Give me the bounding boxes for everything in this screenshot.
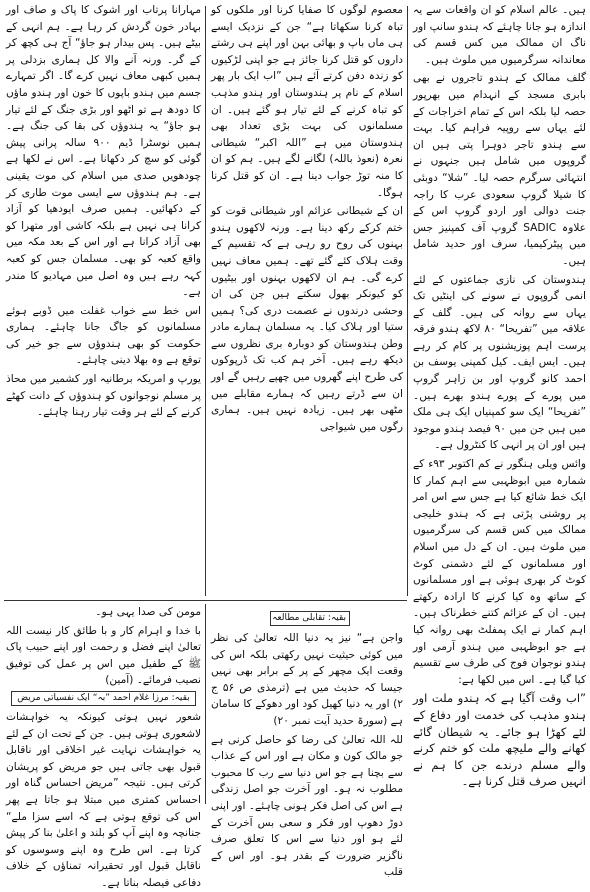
paragraph: گلف ممالک کے ہندو تاجروں نے بھی بابری مسجد کے انہدام میں بھرپور حصہ لیا بلکہ اس کے تمام اخراجات کے لئے یہاں سے روپیہ فراہم کیا۔ بہت سے ہندو تاجر دوہرا پتی ہیں ان گروپوں میں شامل ہیں جنہوں نے انتہائی سرگرم حصہ لیا۔ ”شلا“ دوبئی کا شیلا گروپ سعودی عرب کا راجہ جنت دوالی اور اردو گروپ اس کے علاوہ SADIC گروپ آف کمپنیز جس میں پیٹرکیمیا، سرف اور حدید شامل ہیں۔ [413,72,586,267]
paragraph: مومن کی صدا یہی ہو۔ [95,606,201,618]
paragraph: للہ اللہ تعالیٰ کی رضا کو حاصل کرنی ہے جو مالک کون و مکان ہے اور اس کے عذاب سے بچنا ہے جو اس دنیا سے رب کا محبوب مطلوب نہ ہو۔ اور آخرت جو اصل زندگی ہے اس کی اصل فکر ہونی چاہئے۔ اور اپنی دوڑ دھوپ اور فکر و سعی بس آخرت کے لئے ہو اور دنیا سے اس کا تعلق صرف ناگزیر ضرورت کے بقدر ہو۔ اور اس کے قلب [211,733,403,879]
bottom-column-divider [205,604,206,804]
paragraph: یورپ و امریکہ برطانیہ اور کشمیر میں محاذ پر مسلم نوجوانوں کو ہندوؤں کے دانت کھٹے کرنے کے لئے ہر وقت تیار رہنا چاہئے۔ [6,373,201,419]
column-divider-right [407,6,408,596]
continuation-label-comparative-study: بقیہ: تقابلی مطالعہ [270,611,350,626]
paragraph: معصوم لوگوں کا صفایا کرنا اور ملکوں کو تباہ کرنا سکھاتا ہے“ جن کے نزدیک ایسے ہی ماں باپ و بھائی بہن اور اپنے ہی رشتے داروں کو قتل کرنا جائز ہے جو اپنی لڑکیوں کو زندہ دفن کرتے آئے ہیں ”اب ایک بار پھر اسلام کے نام پر ہندوستان اور ہندو مذہب کو تباہ کرنے کے لئے تیار ہو گئے ہیں۔ ان مسلمانوں کی بہت بڑی تعداد بھی ہندوستان میں ہے ”اللہ اکبر“ شیطانی نعرہ (نعوذ باللہ) لگانے لگے ہیں۔ ہم کو ان کا منہ توڑ جواب دینا ہے۔ ان کو قتل کرنا ہوگا۔ [211,4,403,199]
article-column-middle [211,2,403,596]
paragraph: ہیں۔ عالم اسلام کو ان واقعات سے یہ اندازہ ہو جانا چاہئے کہ ہندو سانپ اور ناگ ان ممالک میں کس قسم کی معاندانہ سرگرمیوں میں ملوث ہیں۔ [413,4,586,66]
paragraph: شعور نہیں ہوتی کیونکہ یہ خواہشات لاشعوری ہوتی ہیں۔ جن کے تحت ان کے لئے یہ خواہشات نہایت غیر اخلاقی اور ناقابل قبول بھی جاتی ہیں جو مریض کو پریشان کرتی ہیں۔ نتیجہ ”مریض احساس گناہ اور احساس کمتری میں مبتلا ہو جاتا ہے پھر اس کی توقع ہوتی ہے کہ اسے سزا ملے“ جنانچہ وہ اپنے آپ کو بلند و اعلیٰ بنا کر پیش کرتا ہے۔ اس طرح وہ اپنے وسوسوں کو ناقابل قبول اور تحقیرانہ تمناؤں کے خلاف دفاعی فیصلہ بناتا ہے۔ [6,710,201,889]
paragraph: واجن ہے“ نیز یہ دنیا اللہ تعالیٰ کی نظر میں کوئی حیثیت نہیں رکھتی بلکہ اس کی وقعت ایک مچھر کے پر کے برابر بھی نہیں جیسا کہ حدیث میں ہے (ترمذی ص ۵۶ ج ۲) اور یہ دنیا کھیل کود اور دھوکے کا سامان ہے (سورۃ حدید آیت نمبر ۲۰) [211,632,403,727]
paragraph: اس خط سے خواب غفلت میں ڈوبے ہوئے مسلمانوں کو جاگ جانا چاہئے۔ ہماری حکومت کو بھی ہندوؤں سے جو خیر کی توقع ہے وہ بھلا دینی چاہئے۔ [6,304,201,367]
paragraph: ان کے شیطانی عزائم اور شیطانی قوت کو ختم کرکے رکھ دینا ہے۔ ورنہ لاکھوں ہندو بہنوں کی روح رو رہی ہے کہ تقسیم کے وقت ہلاک کئے گئے تھے۔ ہمیں معاف نہیں کرے گی۔ ہم ان لاکھوں بہنوں اور بیٹیوں کو کیونکر بھول سکتے ہیں جن کی ان وحشی درندوں نے عصمت دری کی؟ ہمیں ستیا اور ہلاک کیا۔ یہ مسلمان ہمارے مادر وطن ہندوستان کو دوبارہ بری نظروں سے دیکھ رہے ہیں۔ آخر ہم کب تک ڈرپوکوں کی طرح اپنے گھروں میں چھپے رہیں گے اور ان سے ڈرتے رہیں کہ ہمارے مقابلے میں مٹھی بھر ہیں۔ زیادہ نہیں ہیں۔ ہماری رگوں میں شیواجی [211,205,403,433]
column-divider-left [205,6,206,596]
paragraph: وائس ویلی ہنگور نے کم اکتوبر ۹۳ء کے شمارہ میں ابوظہبی سے اہم کمار کا ایک خط شائع کیا ہے جس سے اس امر پر روشنی پڑتی ہے کہ ہندو خلیجی ممالک میں کس قسم کی سرگرمیوں میں ملوث ہیں۔ ان کے دل میں اسلام اور مسلمانوں کے لئے دشمنی کوٹ کوٹ کر بھری ہوئی ہے اور مسلمانوں کے ساتھ وہ کیا کرنے کا ارادہ رکھتے ہیں۔ ان کے عزائم کتنے خطرناک ہیں۔ اہم کمار نے ایک پمفلٹ بھی روانہ کیا ہے جو ابوظہبی میں ہندو آرمی اور ہندو نوجوان فوج کی طرف سے تقسیم کیا گیا ہے۔ اس میں لکھا ہے: [413,458,586,686]
article-continuation-middle [211,630,403,879]
article-column-left [6,2,201,596]
article-continuation-left [6,604,201,889]
paragraph: با خدا و اہرام کار و با طائق کار نیست اللہ تعالیٰ اپنے فضل و رحمت اور اپنے حبیب پاک ﷺ کے طفیل میں اس پر عمل کی توفیق نصیب فرمائے۔ (آمین) [6,624,201,687]
quote-paragraph: ”اب وقت آگیا ہے کہ ہندو ملت اور ہندو مذہب کی خدمت اور دفاع کے لئے کھڑا ہو جائے۔ یہ شیطان گائے کھانے والے ملیچھ ملت کو ختم کرنے والے مسلم درندے جن کا ہم نے انہیں صرف قتل کرنا ہے۔ [413,691,586,789]
section-divider [4,600,407,601]
article-column-right [413,2,586,807]
paragraph: مہارانا پرتاب اور اشوک کا پاک و صاف اور بہادر خون گردش کر رہا ہے۔ ہم انہی کے بیٹے ہیں۔ پس بیدار ہو جاؤ“ آج ہی کچھ کر کے گر۔ ورنہ آنے والا کل ہماری بزدلی پر ہمیں کبھی معاف نہیں کرے گا۔ اگر تمہارے جسم میں ہندو باپوں کا خون اور ہندو ماؤں کا دودھ ہے تو اٹھو اور بڑی جنگ کے لئے تیار ہو جاؤ“ یہ ہندوؤں کی بقا کی جنگ ہے۔ ہمیں نوسٹرا ڈیم ۹۰۰ سالہ پرانی پیش گوئی کو سچ کر دکھانا ہے۔ اس نے لکھا ہے چودھویں صدی میں اسلام کی موت یقینی ہے۔ ہم ہندوؤں سے ایسی موت طاری کر کے دکھائیں۔ ہمیں صرف ایودھیا کو آزاد کرانا ہی نہیں ہے بلکہ کاشی اور متھرا کو بھی آزاد کرانا ہے اور اس کے بعد مکہ میں واقع کعبہ کو بھی۔ مسلمان جس کو کعبہ کہہ رہے ہیں وہ اصل میں مہادیو کا مندر ہے۔ [6,4,201,299]
paragraph: ہندوستان کی نازی جماعتوں کے لئے انمی گروپوں نے سونے کی اینٹیں تک یہاں سے روانہ کی ہیں۔ گلف کے علاقہ میں ”تفریحا“ ۸۰ لاکھ ہندو فرقہ پرست اہم پوزیشنوں پر کام کر رہے ہیں۔ ایس ایف۔ کیل کمپنی یوسف بن احمد کانو گروپ اور بن زاہر گروپ میں پورے کے پورے ہندو بھرے ہیں۔ ”تفریحا“ ایک سو کمپنیاں ایک ہی ملک میں ہیں جن میں ۹۰ فیصد ہندو موجود ہیں اور ان پر انہی کا کنٹرول ہے۔ [413,273,586,452]
continuation-label-mirza: بقیہ: مرزا غلام احمد ”بہ“ ایک نفسیاتی مریض [11,691,196,706]
